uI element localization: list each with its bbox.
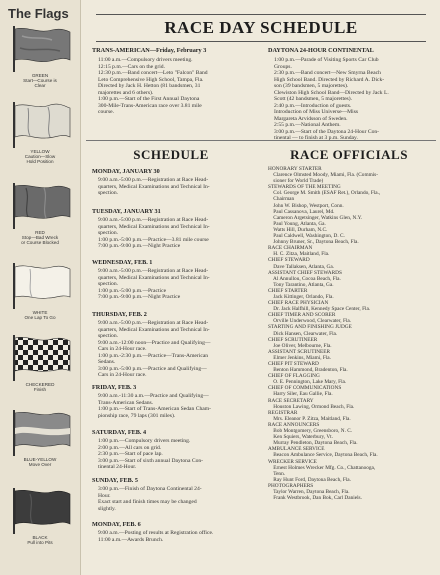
day-heading: THURSDAY, FEB. 2 [92,311,147,318]
blue-yellow-flag-caption: BLUE-YELLOW Move Over [23,457,57,467]
day-heading: MONDAY, JANUARY 30 [92,168,160,175]
white-flag-caption: WHITE One Lap To Go [24,310,56,320]
continental-body: 1:00 p.m.—Parade of Visiting Sports Car Club Groups. 2:30 p.m.—Band concert—New Smyrna Beach High School Band. Directed by Richard A. Dick- son (39 bandsmen, 5 majorettes). Clewiston High School Band—Directed by Jack L. Scott (42 bandsmen, 5 majorettes). 2:40 p.m.—Introduction of guests. Introduction of Miss Universe—Miss Margareta Arvidsson of Sweden. 2:55 p.m.—National Anthem. 3:00 p.m.—Start of the Daytona 24-Hour Con- tinental — to finish at 3 p.m. Sunday. [274,57,389,141]
day-body: 9:00 a.m.-5:00 p.m.—Registration at Race Head- quarters, Medical Examinations and Technical In- spection. 1:00 p.m.-5:00 p.m.—Practice 7:00 p.m.-9:00 p.m.—Night Practice [98,268,210,300]
day-body: 9:00 a.m.-5:00 p.m.—Registration at Race Head- quarters, Medical Examinations and Technical In- spection. 9:00 a.m.-12:00 noon—Practice and Qualifying— Cars in 24-Hour race. 1:00 p.m.-2:30 p.m.—Practice—Trans-American Sedans. 3:00 p.m.-5:00 p.m.—Practice and Qualifying— Cars in 24-Hour race. [98,320,211,378]
black-flag [8,488,72,545]
race-day-schedule-title: RACE DAY SCHEDULE [96,14,426,42]
checkered-flag [8,335,72,392]
day-body: 9:00 a.m.-11:30 a.m.—Practice and Qualifying— Trans-American Sedans. 1:00 p.m.—Start of Trans-American Sedan Cham- pionship race, 79 laps (301 miles). [98,393,211,419]
divider [86,140,436,141]
black-flag-caption: BLACK Pull into Pits [27,535,53,545]
trans-am-body: 11:00 a.m.—Compulsory drivers meeting. 12:15 p.m.—Cars on the grid. 12:30 p.m.—Band concert—Leto "Falcon" Band Leto Comprehensive High School, Tampa, Fla. Directed by Jack H. Hetton (81 bandsmen, 31 majorettes and 6 others). 1:00 p.m.—Start of the First Annual Daytona 300-Mile-Trans-American race over 3.81 mile course. [98,57,208,115]
day-heading: MONDAY, FEB. 6 [92,521,141,528]
day-body: 1:00 p.m.—Compulsory drivers meeting. 2:00 p.m.—All cars on grid. 2:30 p.m.—Start of pace lap. 3:00 p.m.—Start of sixth annual Daytona Con- tinental 24-Hour. [98,438,204,470]
red-flag [8,183,72,245]
day-heading: SUNDAY, FEB. 5 [92,477,138,484]
trans-am-heading: TRANS-AMERICAN—Friday, February 3 [92,47,207,54]
yellow-flag-caption: YELLOW Caution—Slow Hold Position [24,149,56,164]
continental-heading: DAYTONA 24-HOUR CONTINENTAL [268,47,374,54]
day-body: 3:00 p.m.—Finish of Daytona Continental 24- Hour. Exact start and finish times may be changed slightly. [98,486,202,512]
green-flag [8,26,72,88]
day-body: 9:00 a.m.-5:00 p.m.—Registration at Race Head- quarters, Medical Examinations and Technical In- spection. 1:00 p.m.-5:00 p.m.—Practice—3.81 mile course 7:00 p.m.-9:00 p.m.—Night Practice [98,217,210,249]
flags-title: The Flags [8,6,69,21]
day-heading: WEDNESDAY, FEB. 1 [92,259,153,266]
green-flag-caption: GREEN Start—Course is Clear [23,73,57,88]
day-heading: SATURDAY, FEB. 4 [92,429,147,436]
main-content [86,0,436,575]
race-officials-title: RACE OFFICIALS [290,147,408,162]
officials-list: HONORARY STARTER Clarence Olmsted Moody, Miami, Fla. (Commis- sioner for World Trade) STEWARDS OF THE MEETING Col. George M. Smith (ESAF Ret.), Orlando, Fla., Chairman John W. Bishop, Westport, Conn. Paul Cassanova, Laurel, Md. Cameron Argetsinger, Watkins Glen, N.Y. Paul Young, Atlanta, Ga. Watts Hill, Durham, N.C. Paul Caldwell, Washington, D. C. Johnny Bruner, Sr., Daytona Beach, Fla. RACE CHAIRMAN H. C. Zitza, Maitland, Fla. CHIEF STEWARD Dave Tallaksen, Atlanta, Ga. ASSISTANT CHIEF STEWARDS Al Annullou, Cocoa Beach, Fla. Tony Tarantino, Atlanta, Ga. CHIEF STARTER Jack Kittinger, Orlando, Fla. CHIEF RACE PHYSICIAN Dr. Jack Halfhill, Kennedy Space Center, Fla. CHIEF TIMER AND SCORER Orville Underwood, Clearwater, Fla. STARTING AND FINISHING JUDGE Dick Hansen, Clearwater, Fla. CHIEF SCRUTINEER Joe Oliver, Melbourne, Fla. ASSISTANT SCRUTINEER Elmer Jenkins, Miami, Fla. CHIEF PIT STEWARD Benton Hammond, Bradenton, Fla. CHIEF OF FLAGGING O. E. Pennington, Lake Mary, Fla. CHIEF OF COMMUNICATIONS Harry Siler, Eau Gallie, Fla. RACE SECRETARY Houston Lawing, Ormond Beach, Fla. REGISTRAR Mrs. Eleanor P. Zitza, Maitland, Fla. RACE ANNOUNCERS Bob Montgomery, Greensboro, N. C. Ken Squiers, Waterbury, Vt. Murray Pendleton, Daytona Beach, Fla. AMBULANCE SERVICE Beacon Ambulance Service, Daytona Beach, Fla. WRECKER SERVICE Ernest Holmes Wrecker Mfg. Co., Chattanooga, Tenn. Ray Hunt Ford, Daytona Beach, Fla. PHOTOGRAPHERS Taylor Warren, Daytona Beach, Fla. Frank Westbrook, Dan Bok, Carl Daniels. [268,166,381,502]
schedule-title: SCHEDULE [133,147,209,162]
flags-column [0,0,81,575]
day-body: 9:00 a.m.—Posting of results at Registration office. 11:00 a.m.—Awards Brunch. [98,530,214,543]
blue-yellow-flag [8,410,72,467]
day-heading: FRIDAY, FEB. 3 [92,384,137,391]
white-flag [8,263,72,320]
day-heading: TUESDAY, JANUARY 31 [92,208,161,215]
day-body: 9:00 a.m.-5:00 p.m.—Registration at Race Head- quarters, Medical Examinations and Technical In- spection. [98,177,210,196]
yellow-flag [8,102,72,164]
red-flag-caption: RED Stop—Bad Wreck or Course Blocked [21,230,59,245]
checkered-flag-caption: CHECKERED Finish [25,382,55,392]
